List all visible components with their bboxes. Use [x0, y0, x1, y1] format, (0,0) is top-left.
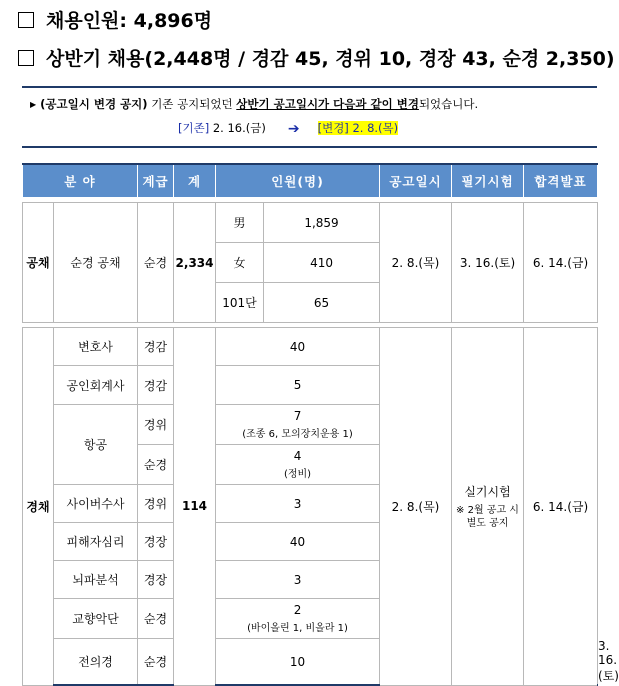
count-cell	[216, 405, 380, 445]
count-value: 2	[293, 603, 302, 617]
count-cell: 65	[264, 283, 380, 323]
exam-value: 실기시험	[464, 484, 511, 499]
rank-cell: 경감	[138, 328, 174, 366]
group-gyeongchae: 경채	[23, 328, 54, 686]
triangle-bullet-icon: ▶	[30, 100, 37, 109]
count-cell: 10	[216, 639, 380, 686]
count-note: (정비)	[283, 469, 312, 480]
notice-text-c: 되었습니다.	[418, 97, 479, 111]
total-cell: 2,334	[174, 203, 216, 323]
count-cell: 5	[216, 366, 380, 405]
recruitment-table	[22, 163, 619, 686]
field-cell: 피해자심리	[54, 523, 138, 561]
count-value: 40	[289, 339, 306, 354]
count-cell	[216, 599, 380, 639]
headline-total	[18, 6, 212, 33]
count-cell	[216, 445, 380, 485]
exam-cell	[452, 328, 524, 686]
notice-line	[30, 96, 478, 112]
table-header-row	[23, 164, 598, 198]
exam-cell: 3. 16.(토)	[452, 203, 524, 323]
header-rank: 계급	[138, 164, 174, 198]
count-value: 7	[293, 409, 302, 423]
header-count: 인원(명)	[216, 164, 380, 198]
count-note: (조종 6, 모의장치운용 1)	[242, 429, 353, 440]
checkbox-square-icon	[18, 50, 34, 66]
result-cell: 6. 14.(금)	[524, 203, 598, 323]
notice-prefix: (공고일시 변경 공지)	[40, 97, 148, 111]
rank-cell: 순경	[138, 203, 174, 323]
right-arrow-icon: ➔	[287, 121, 300, 137]
after-label: [변경]	[317, 121, 349, 135]
before-label: [기존]	[178, 121, 210, 135]
rank-cell: 순경	[138, 599, 174, 639]
field-cell: 뇌파분석	[54, 561, 138, 599]
header-exam: 필기시험	[452, 164, 524, 198]
header-field: 분 야	[23, 164, 138, 198]
rank-cell: 경감	[138, 366, 174, 405]
count-cell: 410	[264, 243, 380, 283]
rank-cell: 경장	[138, 561, 174, 599]
checkbox-square-icon	[18, 12, 34, 28]
total-cell: 114	[174, 328, 216, 686]
field-cell: 항공	[54, 405, 138, 485]
count-value: 4	[293, 449, 302, 463]
headline-first-half-text: 상반기 채용(2,448명 / 경감 45, 경위 10, 경장 43, 순경 2,350)	[46, 48, 615, 70]
field-cell: 공인회계사	[54, 366, 138, 405]
header-result: 합격발표	[524, 164, 598, 198]
result-cell: 6. 14.(금)	[524, 328, 598, 686]
rank-cell: 경위	[138, 485, 174, 523]
announce-cell: 2. 8.(목)	[380, 328, 452, 686]
header-announce: 공고일시	[380, 164, 452, 198]
field-cell: 순경 공채	[54, 203, 138, 323]
notice-text-a: 기존 공지되었던	[147, 97, 237, 111]
header-total: 계	[174, 164, 216, 198]
notice-change-line	[178, 120, 398, 137]
count-cell: 40	[216, 523, 380, 561]
exam-note: ※ 2월 공고 시 별도 공지	[456, 504, 519, 529]
announce-cell: 2. 8.(목)	[380, 203, 452, 323]
field-cell: 사이버수사	[54, 485, 138, 523]
headline-first-half	[18, 44, 615, 71]
table-row: 전의경 순경 10 3. 16.(토)	[23, 639, 598, 686]
count-cell	[216, 328, 380, 366]
rank-cell: 경위	[138, 405, 174, 445]
table-row	[23, 203, 598, 243]
field-cell: 변호사	[54, 328, 138, 366]
headline-total-text: 채용인원: 4,896명	[46, 10, 213, 32]
notice-text-b: 상반기 공고일시가 다음과 같이 변경	[236, 97, 419, 111]
after-date: 2. 8.(목)	[348, 121, 399, 135]
count-note: (바이올린 1, 비올라 1)	[247, 623, 348, 634]
notice-box	[22, 86, 597, 148]
rank-cell: 순경	[138, 639, 174, 686]
field-cell: 전의경	[54, 639, 138, 686]
group-gongchae: 공채	[23, 203, 54, 323]
gender-cell: 女	[216, 243, 264, 283]
field-cell: 교향악단	[54, 599, 138, 639]
gender-cell: 男	[216, 203, 264, 243]
rank-cell: 순경	[138, 445, 174, 485]
count-cell: 3	[216, 561, 380, 599]
table-row	[23, 328, 598, 366]
before-date: 2. 16.(금)	[209, 121, 266, 135]
gender-cell: 101단	[216, 283, 264, 323]
count-cell: 3	[216, 485, 380, 523]
rank-cell: 경장	[138, 523, 174, 561]
count-cell: 1,859	[264, 203, 380, 243]
